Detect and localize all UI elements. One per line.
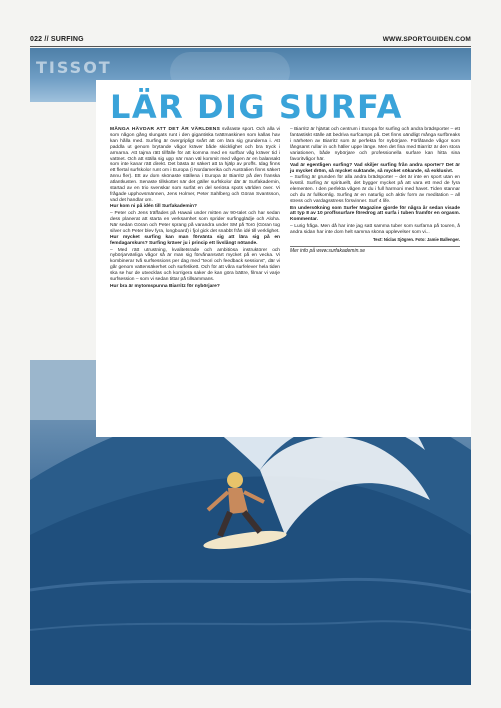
header-rule [30, 46, 471, 47]
page-header [30, 36, 471, 46]
answer-2: – Med rätt utrustning, kvalitetsrade och ambitiösa instruktörer och nybörjarvänliga vågor så är man sig förvånansvärt mycket på en vecka. Vi kombinerar två surfsessions per dag med "teori och feedback sessions", där vi går genom vattensäkerhet och surfetikett. Och för att våra surfelever hela tiden ska se hur de utvecklas och korrigera saker de kan göra bättre, filmar vi varje surfsession – som vi sedan tittar på tillsammans. [110, 247, 280, 283]
question-4: Vad är egentligen surfing? Vad skiljer surfing från andra sporter? Det är ju mycket dröm, så mycket suktande, så mycket sökande, så exklusivt. [290, 163, 460, 174]
answer-1: – Peter och Jens träffades på Hawaii under mitten av 90-talet och har sedan dess planerat att starta en verksamhet som sprider surfingglädje och Aloha. När sedan Göran och Peter sprang på varandra under SM på Torö (Göran tog silver och Peter blev fyra, longboard) i fjol gick det snabbt från idé till verklighet. [110, 210, 280, 234]
page-number-section: 022 // SURFING [30, 36, 84, 43]
article-column-right [290, 127, 460, 290]
answer-5: – Lurig fråga. Men då har inte jag satt samma tuber som surfarna på touren, å andra sidan har inte dom helt samma sköna upplevelser som vi... [290, 223, 460, 235]
article-title: LÄR DIG SURFA [110, 88, 403, 126]
question-3: Hur bra är mytomspunna Biarritz för nybörjare? [110, 283, 220, 289]
photo-caption: Surfaren Jens Holmer på Haleiwa, North Shore, Hawaii. [395, 388, 466, 400]
intro-paragraph [110, 127, 280, 204]
answer-3: – Biarritz är hjärtat och centrum i Europa för surfing och andra brädsporter – ett fantastiskt ställe att bedriva surfcamps på. Det finns oändligt många surfbreaks i närheten av Biarritz som är perfekta för nybörjare. Förlåtande vågor som långsamt rullar in och häller uppe länge. Men det fina med Biarritz är den stora variationen, både nybörjare och professionella surfare kan hitta sina favoritvågor här. [290, 127, 460, 162]
intro-lead: MÅNGA HÄVDAR ATT DET ÄR VÄRLDENS [110, 127, 221, 132]
more-info-link[interactable]: Mer info på www.surfakademin.se [290, 248, 366, 255]
question-2: Hur mycket surfing kan man förvänta sig att lära sig på en femdagarskurs? Surfing kräver ju i princip ett livslångt nötande. [110, 235, 280, 246]
banner-text: TISSOT [36, 58, 112, 77]
surfer-head [227, 472, 243, 488]
question-1: Hur kom ni på idén till Surfakademin? [110, 204, 197, 210]
article-column-left [110, 127, 280, 290]
website-url: WWW.SPORTGUIDEN.COM [382, 36, 471, 43]
byline: Text: Niclas Sjögren. Foto: Jamie Ballenger. [373, 236, 460, 242]
answer-4: – Surfing är grunden för alla andra brädsporter – det är inte en sport utan en livsstil. Surfing är spirituellt, det bygger mycket på att vara ett med de fyra elementen. I den perfekta vågen är du i full harmoni med havet. Tiden stannar och du är fullkomlig. Surfing är en naturlig och aktiv form av meditation – all stress och vardagsstress försvinner. Surf 4 life. [290, 175, 460, 205]
intro-text: svåraste sport. Och alla vi som någon gång slungats runt i den gigantiska tvättmaskinen som kallas hav kan hålla med. Surfing är övergripligt svårt att om lära sig grunderna i. Att paddla ut genom brytande vågor kräver både skicklighet och bra tryck i armarna. Att tajma rätt tillfälle för att komma med en surfbar våg kräver tid i vattnet. Och att ställa sig upp när man väl kommit med vågen är en balansakt som inte kanar rätt direkt. Det bästa är säkert att ta hjälp av proffs. Idag finns ett flertal surfskolor runt om i Europa (i Nordamerika och Australien finns säkert ännu fler). Ett av dom skönaste ställena i Europa är Biarritz på den franska atlantkusten. Senaste tillskottet när det gäller surfskolor där är Surfakademin, startad av en trio svenskar som surfat en del seriösa spots världen över. Vi frågade upphovsmännen, Jens Holmer, Peter Sahlberg och Göran Svantsson, vad det handlar om. [110, 127, 280, 203]
divider [290, 246, 460, 247]
question-5: En undersökning som Surfer Magazine gjorde för några år sedan visade att typ 8 av 10 proffssurfare föredrog att surfa i tuben framför en orgasm. Kommentar. [290, 205, 460, 223]
article-columns [110, 127, 460, 290]
